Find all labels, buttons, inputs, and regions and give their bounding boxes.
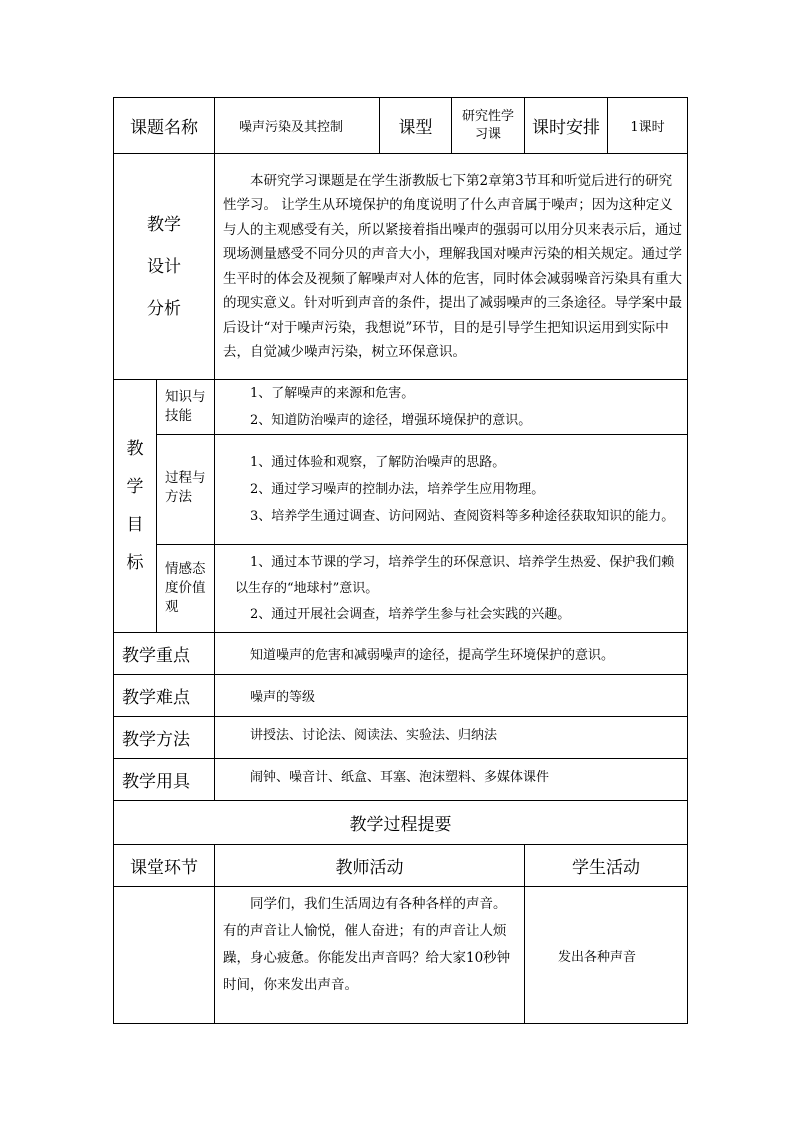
hours-value: 1课时 — [608, 98, 688, 154]
key-point-row — [114, 633, 688, 675]
process-row — [114, 887, 688, 1024]
difficulty-value: 噪声的等级 — [215, 675, 688, 717]
objective-knowledge-row — [114, 380, 688, 435]
design-label-3: 分析 — [147, 298, 181, 319]
tools-label: 教学用具 — [114, 759, 215, 801]
objective-emotion-row — [114, 545, 688, 633]
objectives-char-3: 目 — [126, 515, 144, 535]
method-row — [114, 717, 688, 759]
method-value: 讲授法、讨论法、阅读法、实验法、归纳法 — [215, 717, 688, 759]
key-point-value: 知道噪声的危害和减弱噪声的途径，提高学生环境保护的意识。 — [215, 633, 688, 675]
objectives-char-4: 标 — [126, 553, 144, 573]
knowledge-items — [215, 380, 688, 435]
stage-header: 课堂环节 — [114, 845, 215, 887]
emotion-item-2: 2、通过开展社会调查，培养学生参与社会实践的兴趣。 — [250, 606, 571, 622]
tools-row — [114, 759, 688, 801]
emotion-item-1: 1、通过本节课的学习，培养学生的环保意识、培养学生热爱、保护我们赖以生存的“地球村”意识。 — [235, 554, 675, 596]
student-header: 学生活动 — [525, 845, 688, 887]
objectives-char-2: 学 — [126, 477, 144, 497]
process-title: 教学过程提要 — [114, 801, 688, 845]
key-point-label: 教学重点 — [114, 633, 215, 675]
difficulty-row — [114, 675, 688, 717]
design-label-2: 设计 — [147, 256, 181, 277]
knowledge-label: 知识与技能 — [157, 380, 215, 435]
process-title-row — [114, 801, 688, 845]
objectives-char-1: 教 — [126, 439, 144, 459]
design-label-1: 教学 — [147, 214, 181, 235]
tools-value: 闹钟、噪音计、纸盒、耳塞、泡沫塑料、多媒体课件 — [215, 759, 688, 801]
hours-label: 课时安排 — [525, 98, 608, 154]
process-items — [215, 435, 688, 545]
topic-label: 课题名称 — [114, 98, 215, 154]
type-value: 研究性学习课 — [452, 98, 525, 154]
type-label: 课型 — [380, 98, 452, 154]
header-row — [114, 98, 688, 154]
process-item-1: 1、通过体验和观察，了解防治噪声的思路。 — [250, 455, 506, 470]
knowledge-item-2: 2、知道防治噪声的途径，增强环境保护的意识。 — [250, 413, 532, 428]
process-item-2: 2、通过学习噪声的控制办法，培养学生应用物理。 — [250, 482, 545, 497]
method-label: 教学方法 — [114, 717, 215, 759]
objectives-label — [114, 380, 157, 633]
design-row — [114, 154, 688, 380]
difficulty-label: 教学难点 — [114, 675, 215, 717]
lesson-plan-sheet — [113, 97, 687, 1024]
teacher-activity: 同学们，我们生活周边有各种各样的声音。有的声音让人愉悦，催人奋进；有的声音让人烦躁，身心疲惫。你能发出声音吗？给大家10秒钟时间，你来发出声音。 — [215, 887, 525, 1024]
process-item-3: 3、培养学生通过调查、访问网站、查阅资料等多种途径获取知识的能力。 — [250, 509, 675, 524]
emotion-label: 情感态度价值观 — [157, 545, 215, 633]
process-stage — [114, 887, 215, 1024]
process-label: 过程与方法 — [157, 435, 215, 545]
topic-value: 噪声污染及其控制 — [215, 98, 380, 154]
design-label — [114, 154, 215, 380]
teacher-header: 教师活动 — [215, 845, 525, 887]
knowledge-item-1: 1、了解噪声的来源和危害。 — [250, 386, 415, 401]
objective-process-row — [114, 435, 688, 545]
student-activity: 发出各种声音 — [525, 887, 688, 1024]
design-text: 本研究学习课题是在学生浙教版七下第2章第3节耳和听觉后进行的研究性学习。 让学生从环境保护的角度说明了什么声音属于噪声；因为这种定义与人的主观感受有关，所以紧接着指出噪声的强弱可以用分贝来表示后，通过现场测量感受不同分贝的声音大小，理解我国对噪声污染的相关规定。通过学生平时的体会及视频了解噪声对人体的危害，同时体会减弱噪音污染具有重大的现实意义。针对听到声音的条件，提出了减弱噪声的三条途径。导学案中最后设计“对于噪声污染，我想说”环节，目的是引导学生把知识运用到实际中去，自觉减少噪声污染，树立环保意识。 — [215, 154, 688, 380]
process-header-row — [114, 845, 688, 887]
lesson-plan-table — [113, 97, 688, 1024]
emotion-items — [215, 545, 688, 633]
